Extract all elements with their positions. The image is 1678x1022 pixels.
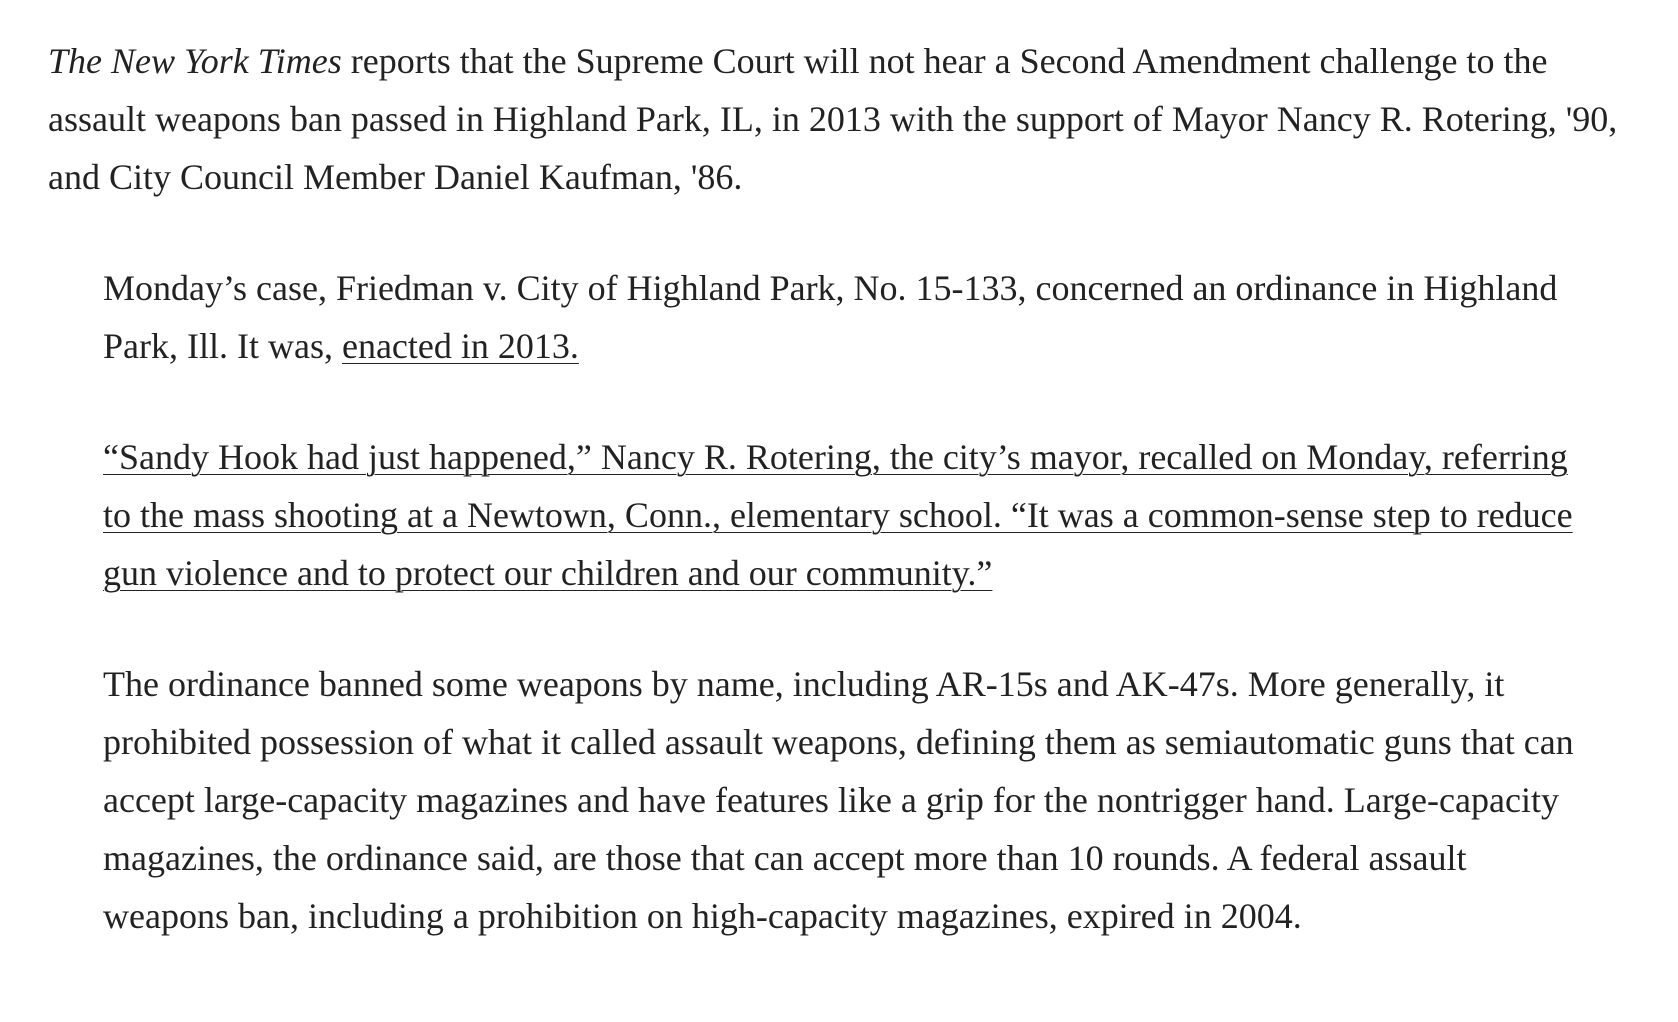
enacted-link[interactable]: enacted in 2013. — [341, 326, 579, 366]
blockquote-mayor-paragraph — [103, 428, 1598, 602]
intro-paragraph — [48, 32, 1638, 206]
blockquote-case-paragraph — [103, 259, 1598, 375]
intro-text: reports that the Supreme Court will not hear a Second Amendment challenge to the assault weapons ban passed in Highland Park, IL, in 2013 with the support of Mayor Nancy R. Rotering, '90, and City Council Member Daniel Kaufman, '86. — [48, 41, 1618, 197]
mayor-quote-link[interactable]: “Sandy Hook had just happened,” Nancy R. Rotering, the city’s mayor, recalled on Monday, referring to the mass shooting at a Newtown, Conn., elementary school. “It was a common-sense step to reduce gun violence and to protect our children and our community.” — [103, 437, 1573, 593]
blockquote-ordinance-paragraph: The ordinance banned some weapons by name, including AR-15s and AK-47s. More generally, it prohibited possession of what it called assault weapons, defining them as semiautomatic guns that can accept large-capacity magazines and have features like a grip for the nontrigger hand. Large-capacity magazines, the ordinance said, are those that can accept more than 10 rounds. A federal assault weapons ban, including a prohibition on high-capacity magazines, expired in 2004. — [103, 664, 1574, 936]
case-text: Monday’s case, Friedman v. City of Highland Park, No. 15-133, concerned an ordinance in Highland Park, Ill. It was, — [103, 268, 1558, 366]
publication-name: The New York Times — [48, 41, 342, 81]
